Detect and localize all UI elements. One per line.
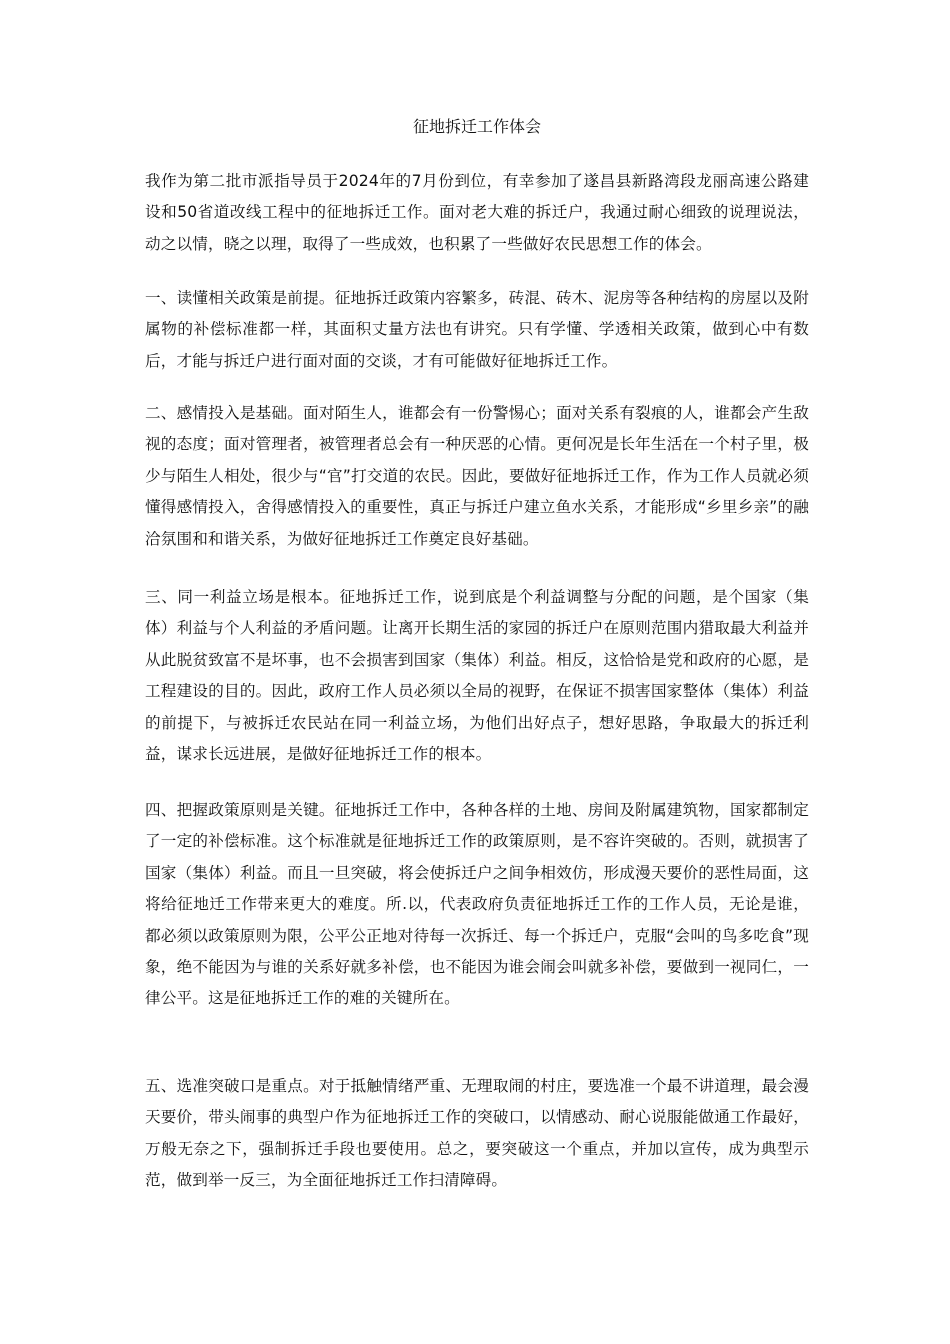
section-1-paragraph: 一、读懂相关政策是前提。征地拆迁政策内容繁多，砖混、砖木、泥房等各种结构的房屋以及附属物的补偿标准都一样，其面积丈量方法也有讲究。只有学懂、学透相关政策，做到心中有数后，才能与拆迁户进行面对面的交谈，才有可能做好征地拆迁工作。 [145, 289, 809, 370]
intro-paragraph: 我作为第二批市派指导员于2024年的7月份到位，有幸参加了遂昌县新路湾段龙丽高速公路建设和50省道改线工程中的征地拆迁工作。面对老大难的拆迁户，我通过耐心细致的说理说法，动之以情，晓之以理，取得了一些成效，也积累了一些做好农民思想工作的体会。 [145, 172, 809, 253]
section-4-paragraph: 四、把握政策原则是关键。征地拆迁工作中，各种各样的土地、房间及附属建筑物，国家都制定了一定的补偿标准。这个标准就是征地拆迁工作的政策原则，是不容许突破的。否则，就损害了国家（集体）利益。而且一旦突破，将会使拆迁户之间争相效仿，形成漫天要价的恶性局面，这将给征地迁工作带来更大的难度。所.以，代表政府负责征地拆迁工作的工作人员，无论是谁，都必须以政策原则为限，公平公正地对待每一次拆迁、每一个拆迁户，克服“会叫的鸟多吃食”现象，绝不能因为与谁的关系好就多补偿，也不能因为谁会闹会叫就多补偿，要做到一视同仁，一律公平。这是征地拆迁工作的难的关键所在。 [145, 801, 809, 1008]
section-2-paragraph: 二、感情投入是基础。面对陌生人，谁都会有一份警惕心；面对关系有裂痕的人，谁都会产生敌视的态度；面对管理者，被管理者总会有一种厌恶的心情。更何况是长年生活在一个村子里，极少与陌生人相处，很少与“官”打交道的农民。因此，要做好征地拆迁工作，作为工作人员就必须懂得感情投入，舍得感情投入的重要性，真正与拆迁户建立鱼水关系，才能形成“乡里乡亲”的融洽氛围和和谐关系，为做好征地拆迁工作奠定良好基础。 [145, 404, 809, 548]
section-3-paragraph: 三、同一利益立场是根本。征地拆迁工作，说到底是个利益调整与分配的问题，是个国家（集体）利益与个人利益的矛盾问题。让离开长期生活的家园的拆迁户在原则范围内猎取最大利益并从此脱贫致富不是坏事，也不会损害到国家（集体）利益。相反，这恰恰是党和政府的心愿，是工程建设的目的。因此，政府工作人员必须以全局的视野，在保证不损害国家整体（集体）利益的前提下，与被拆迁农民站在同一利益立场，为他们出好点子，想好思路，争取最大的拆迁利益，谋求长远进展，是做好征地拆迁工作的根本。 [145, 588, 809, 764]
section-5-paragraph: 五、选准突破口是重点。对于抵触情绪严重、无理取闹的村庄，要选准一个最不讲道理，最会漫天要价，带头闹事的典型户作为征地拆迁工作的突破口，以情感动、耐心说服能做通工作最好，万般无奈之下，强制拆迁手段也要使用。总之，要突破这一个重点，并加以宣传，成为典型示范，做到举一反三，为全面征地拆迁工作扫清障碍。 [145, 1077, 809, 1190]
document-title: 征地拆迁工作体会 [412, 117, 541, 136]
